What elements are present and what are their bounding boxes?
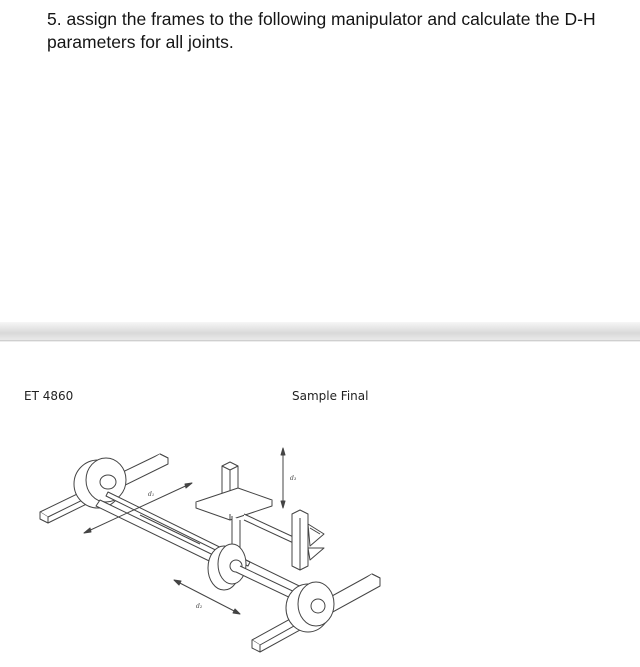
joint3-assembly (196, 462, 300, 550)
exam-title: Sample Final (292, 389, 369, 403)
course-code: ET 4860 (24, 389, 74, 403)
page-divider (0, 322, 640, 342)
label-d1: d₁ (148, 491, 155, 498)
label-d3: d₃ (290, 475, 297, 482)
page-divider-line (0, 340, 640, 341)
label-d2: d₂ (196, 603, 203, 610)
manipulator-diagram (0, 440, 640, 667)
d3-arrow (281, 448, 285, 508)
question-text: 5. assign the frames to the following manipulator and calculate the D-H parameters for all joints. (47, 9, 596, 52)
gripper (292, 510, 324, 570)
